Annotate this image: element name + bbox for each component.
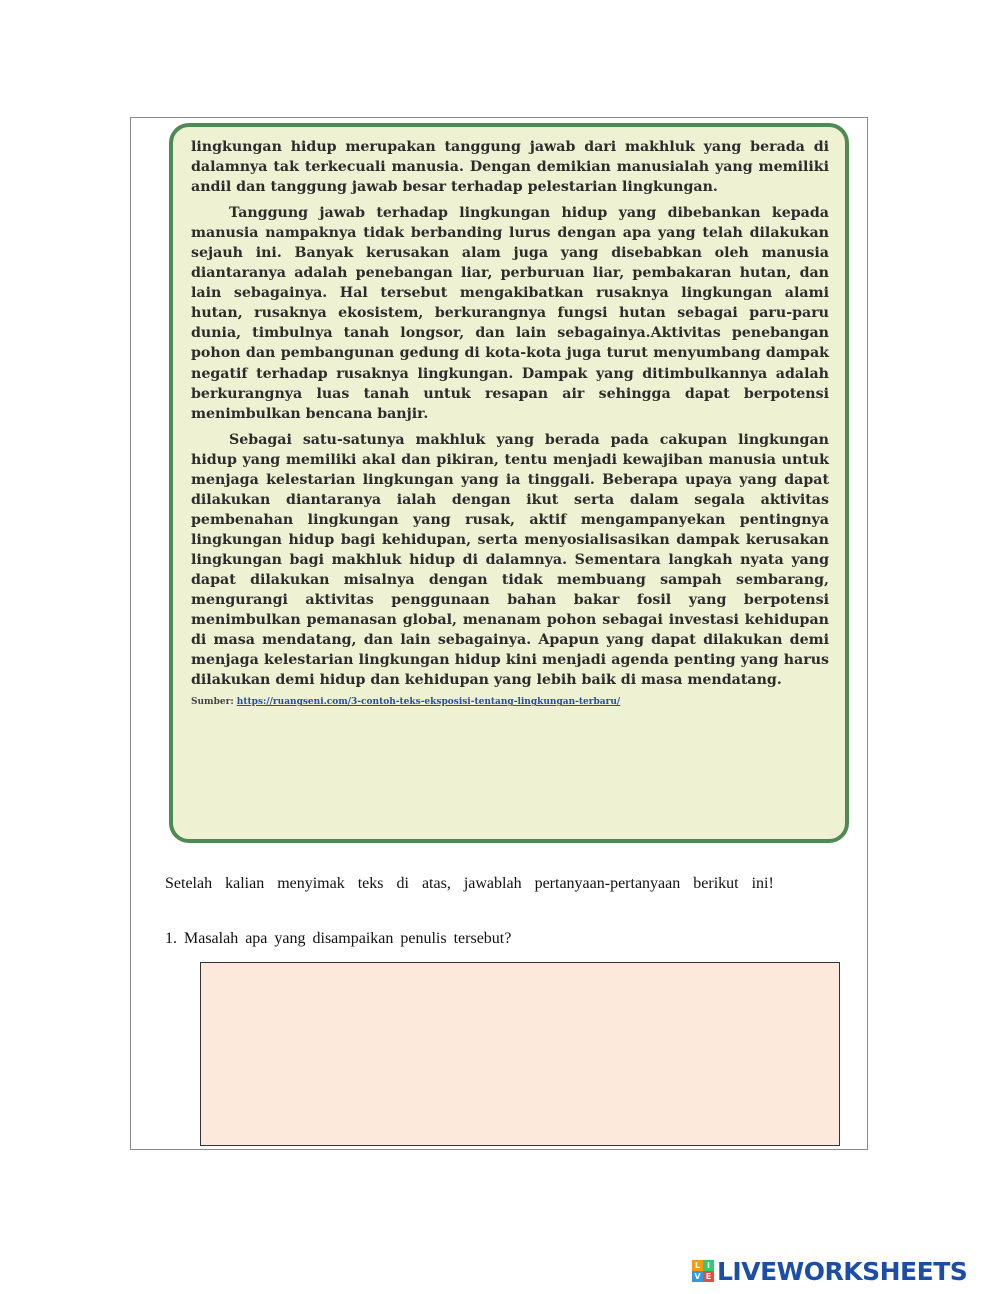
logo-tile-i: I xyxy=(703,1260,714,1271)
liveworksheets-brand xyxy=(692,1255,967,1287)
passage-paragraph-2: Tanggung jawab terhadap lingkungan hidup yang dibebankan kepada manusia nampaknya tidak berbanding lurus dengan apa yang telah dilakukan sejauh ini. Banyak kerusakan alam juga yang disebabkan oleh manusia diantaranya adalah penebangan liar, perburuan liar, pembakaran hutan, dan lain sebagainya. Hal tersebut mengakibatkan rusaknya lingkungan alami hutan, rusaknya ekosistem, berkurangnya fungsi hutan sebagai paru-paru dunia, timbulnya tanah longsor, dan lain sebagainya.Aktivitas penebangan pohon dan pembangunan gedung di kota-kota juga turut menyumbang dampak negatif terhadap rusaknya lingkungan. Dampak yang ditimbulkannya adalah berkurangnya luas tanah untuk resapan air sehingga dapat berpotensi menimbulkan bencana banjir. xyxy=(191,205,829,422)
answer-1-input[interactable] xyxy=(200,962,840,1146)
logo-tile-l: L xyxy=(692,1260,703,1271)
question-1-text: Masalah apa yang disampaikan penulis tersebut? xyxy=(184,930,512,947)
brand-name: LIVEWORKSHEETS xyxy=(717,1256,968,1286)
source-citation xyxy=(191,696,829,708)
passage-paragraph-3: Sebagai satu-satunya makhluk yang berada pada cakupan lingkungan hidup yang memiliki akal dan pikiran, tentu menjadi kewajiban manusia untuk menjaga kelestarian lingkungan yang ia tinggali. Beberapa upaya yang dapat dilakukan diantaranya ialah dengan ikut serta dalam segala aktivitas pembenahan lingkungan yang rusak, aktif mengampanyekan pentingnya lingkungan hidup bagi kehidupan, serta menyosialisasikan dampak kerusakan lingkungan bagi makhluk hidup di dalamnya. Sementara langkah nyata yang dapat dilakukan misalnya dengan tidak membuang sampah sembarang, mengurangi aktivitas penggunaan bahan bakar fosil yang berpotensi menimbulkan pemanasan global, menanam pohon sebagai investasi kehidupan di masa mendatang, dan lain sebagainya. Apapun yang dapat dilakukan demi menjaga kelestarian lingkungan hidup kini menjadi agenda penting yang harus dilakukan demi hidup dan kehidupan yang lebih baik di masa mendatang. xyxy=(191,431,829,689)
source-link[interactable]: https://ruangseni.com/3-contoh-teks-eksposisi-tentang-lingkungan-terbaru/ xyxy=(236,697,621,708)
logo-tile-e: E xyxy=(703,1271,714,1282)
passage-paragraph-1: lingkungan hidup merupakan tanggung jawab dari makhluk yang berada di dalamnya tak terkecuali manusia. Dengan demikian manusialah yang memiliki andil dan tanggung jawab besar terhadap pelestarian lingkungan. xyxy=(191,139,829,196)
reading-passage-card xyxy=(169,123,849,843)
question-1-number: 1. xyxy=(165,930,177,947)
source-label: Sumber: xyxy=(191,697,234,708)
question-1 xyxy=(165,928,785,949)
instructions-text: Setelah kalian menyimak teks di atas, jawablah pertanyaan-pertanyaan berikut ini! xyxy=(165,875,774,892)
logo-tile-v: V xyxy=(692,1271,703,1282)
liveworksheets-logo-icon xyxy=(692,1260,714,1282)
